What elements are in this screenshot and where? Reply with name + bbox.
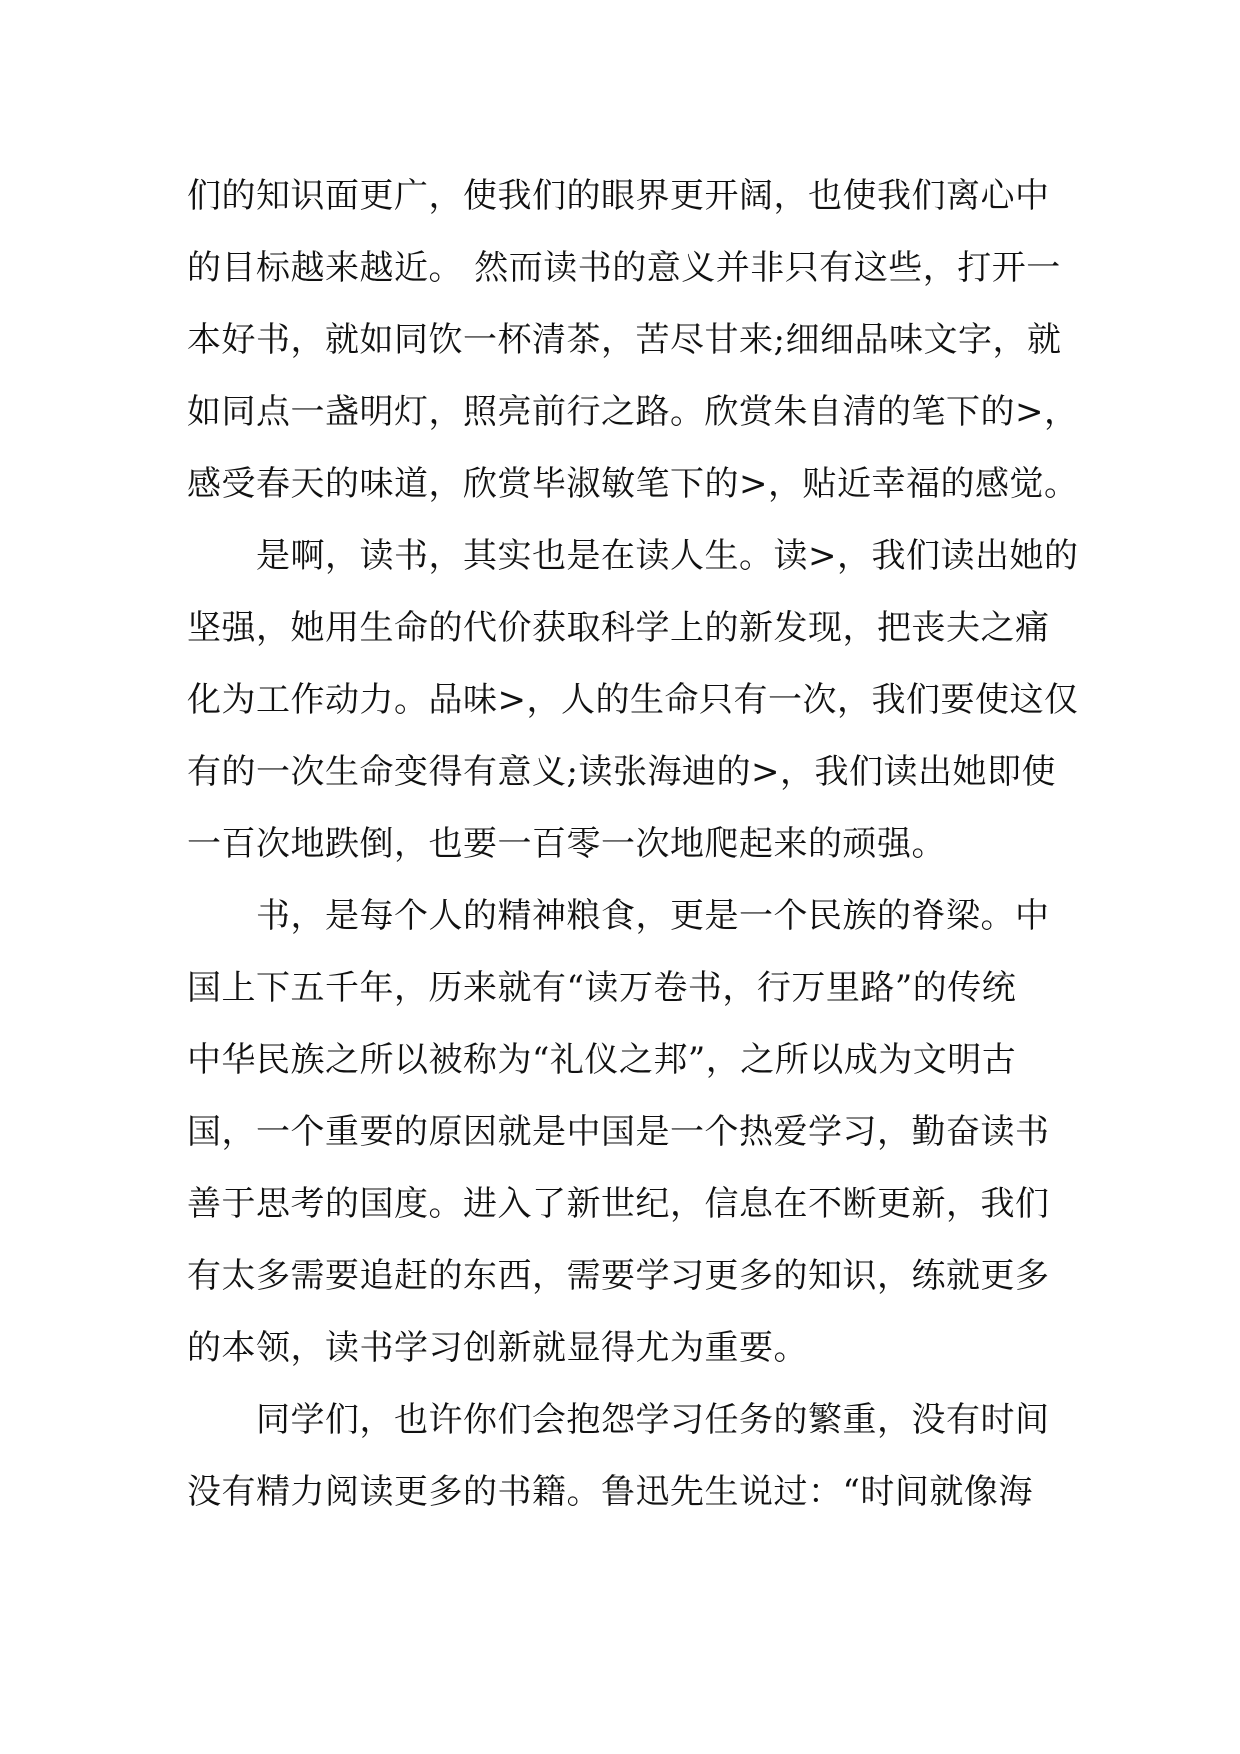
text-line-5: 感受春天的味道，欣赏毕淑敏笔下的>，贴近幸福的感觉。 <box>187 464 1079 504</box>
text-line-15: 善于思考的国度。进入了新世纪，信息在不断更新，我们 <box>187 1184 1050 1224</box>
text-line-12: 国上下五千年，历来就有“读万卷书，行万里路”的传统 <box>187 968 1017 1008</box>
text-line-14: 国，一个重要的原因就是中国是一个热爱学习，勤奋读书 <box>187 1112 1050 1152</box>
text-line-17: 的本领，读书学习创新就显得尤为重要。 <box>187 1328 808 1368</box>
text-line-19: 没有精力阅读更多的书籍。鲁迅先生说过：“时间就像海 <box>187 1472 1033 1512</box>
text-line-9: 有的一次生命变得有意义;读张海迪的>，我们读出她即使 <box>187 752 1056 792</box>
paragraph-2-first-line: 是啊，读书，其实也是在读人生。读>，我们读出她的 <box>256 536 1079 576</box>
text-line-2: 的目标越来越近。 然而读书的意义并非只有这些，打开一 <box>187 248 1061 288</box>
text-line-4: 如同点一盏明灯，照亮前行之路。欣赏朱自清的笔下的>， <box>187 392 1079 432</box>
text-line-8: 化为工作动力。品味>，人的生命只有一次，我们要使这仅 <box>187 680 1079 720</box>
text-line-7: 坚强，她用生命的代价获取科学上的新发现，把丧夫之痛 <box>187 608 1050 648</box>
text-line-1: 们的知识面更广，使我们的眼界更开阔，也使我们离心中 <box>187 176 1050 216</box>
text-line-10: 一百次地跌倒，也要一百零一次地爬起来的顽强。 <box>187 824 946 864</box>
paragraph-3-first-line: 书，是每个人的精神粮食，更是一个民族的脊梁。中 <box>256 896 1050 936</box>
paragraph-4-first-line: 同学们，也许你们会抱怨学习任务的繁重，没有时间 <box>256 1400 1050 1440</box>
text-line-16: 有太多需要追赶的东西，需要学习更多的知识，练就更多 <box>187 1256 1050 1296</box>
text-line-13: 中华民族之所以被称为“礼仪之邦”，之所以成为文明古 <box>187 1040 1017 1080</box>
text-line-3: 本好书，就如同饮一杯清茶，苦尽甘来;细细品味文字，就 <box>187 320 1062 360</box>
